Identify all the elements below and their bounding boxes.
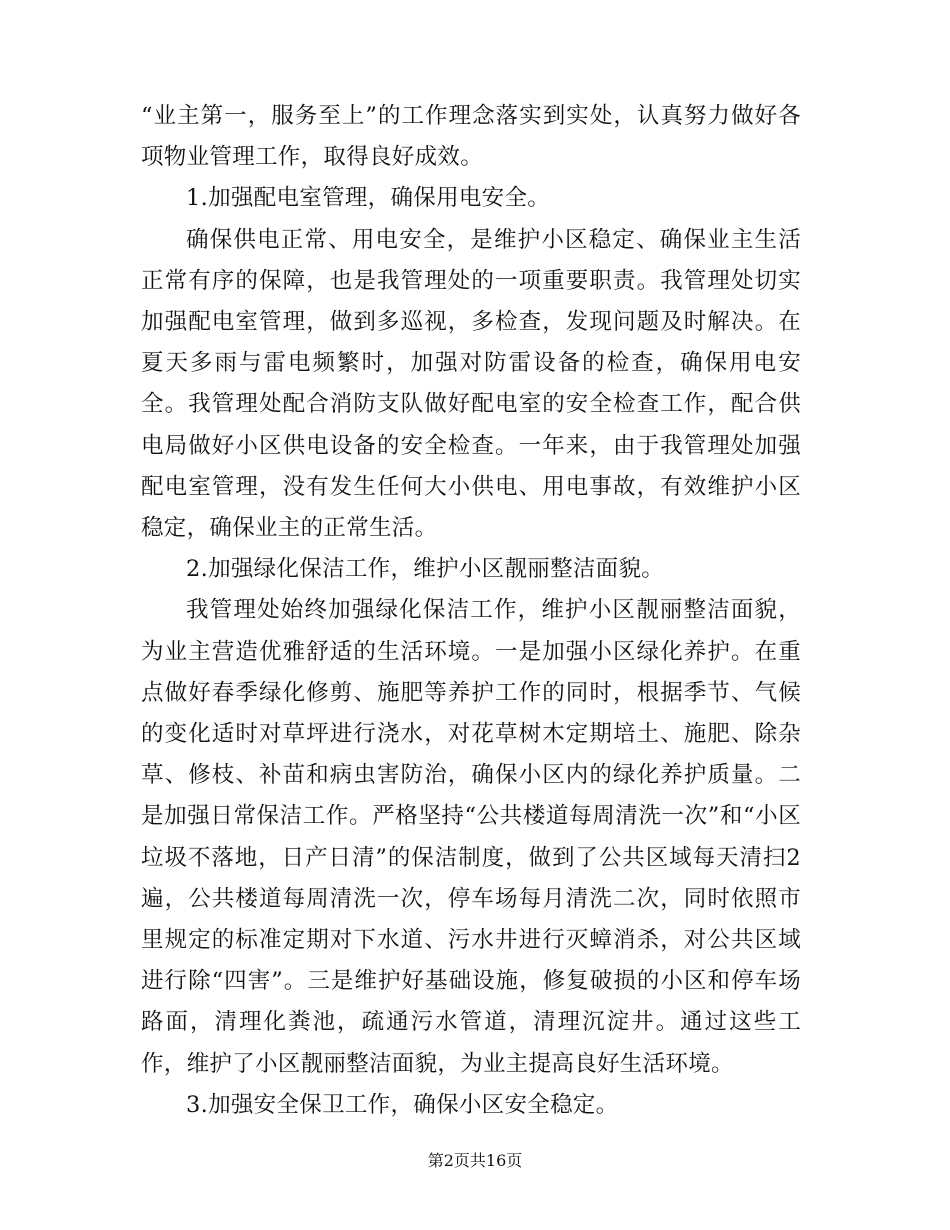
section-heading-3: 3.加强安全保卫工作，确保小区安全稳定。 (186, 1091, 619, 1118)
section-heading-1: 1.加强配电室管理，确保用电安全。 (186, 185, 551, 212)
page-number-footer: 第2页共16页 (427, 1151, 523, 1170)
document-body (141, 96, 801, 1126)
paragraph-continuation: “业主第一，服务至上”的工作理念落实到实处，认真努力做好各项物业管理工作，取得良好成效。 (141, 103, 801, 171)
paragraph-power-management: 确保供电正常、用电安全，是维护小区稳定、确保业主生活正常有序的保障，也是我管理处的一项重要职责。我管理处切实加强配电室管理，做到多巡视，多检查，发现问题及时解决。在夏天多雨与雷电频繁时，加强对防雷设备的检查，确保用电安全。我管理处配合消防支队做好配电室的安全检查工作，配合供电局做好小区供电设备的安全检查。一年来，由于我管理处加强配电室管理，没有发生任何大小供电、用电事故，有效维护小区稳定，确保业主的正常生活。 (141, 226, 801, 542)
section-heading-2: 2.加强绿化保洁工作，维护小区靓丽整洁面貌。 (186, 556, 665, 583)
paragraph-greening-cleaning: 我管理处始终加强绿化保洁工作，维护小区靓丽整洁面貌，为业主营造优雅舒适的生活环境。一是加强小区绿化养护。在重点做好春季绿化修剪、施肥等养护工作的同时，根据季节、气候的变化适时对草坪进行浇水，对花草树木定期培土、施肥、除杂草、修枝、补苗和病虫害防治，确保小区内的绿化养护质量。二是加强日常保洁工作。严格坚持“公共楼道每周清洗一次”和“小区垃圾不落地，日产日清”的保洁制度，做到了公共区域每天清扫2遍，公共楼道每周清洗一次，停车场每月清洗二次，同时依照市里规定的标准定期对下水道、污水井进行灭蟑消杀，对公共区域进行除“四害”。三是维护好基础设施，修复破损的小区和停车场路面，清理化粪池，疏通污水管道，清理沉淀井。通过这些工作，维护了小区靓丽整洁面貌，为业主提高良好生活环境。 (141, 597, 801, 1077)
